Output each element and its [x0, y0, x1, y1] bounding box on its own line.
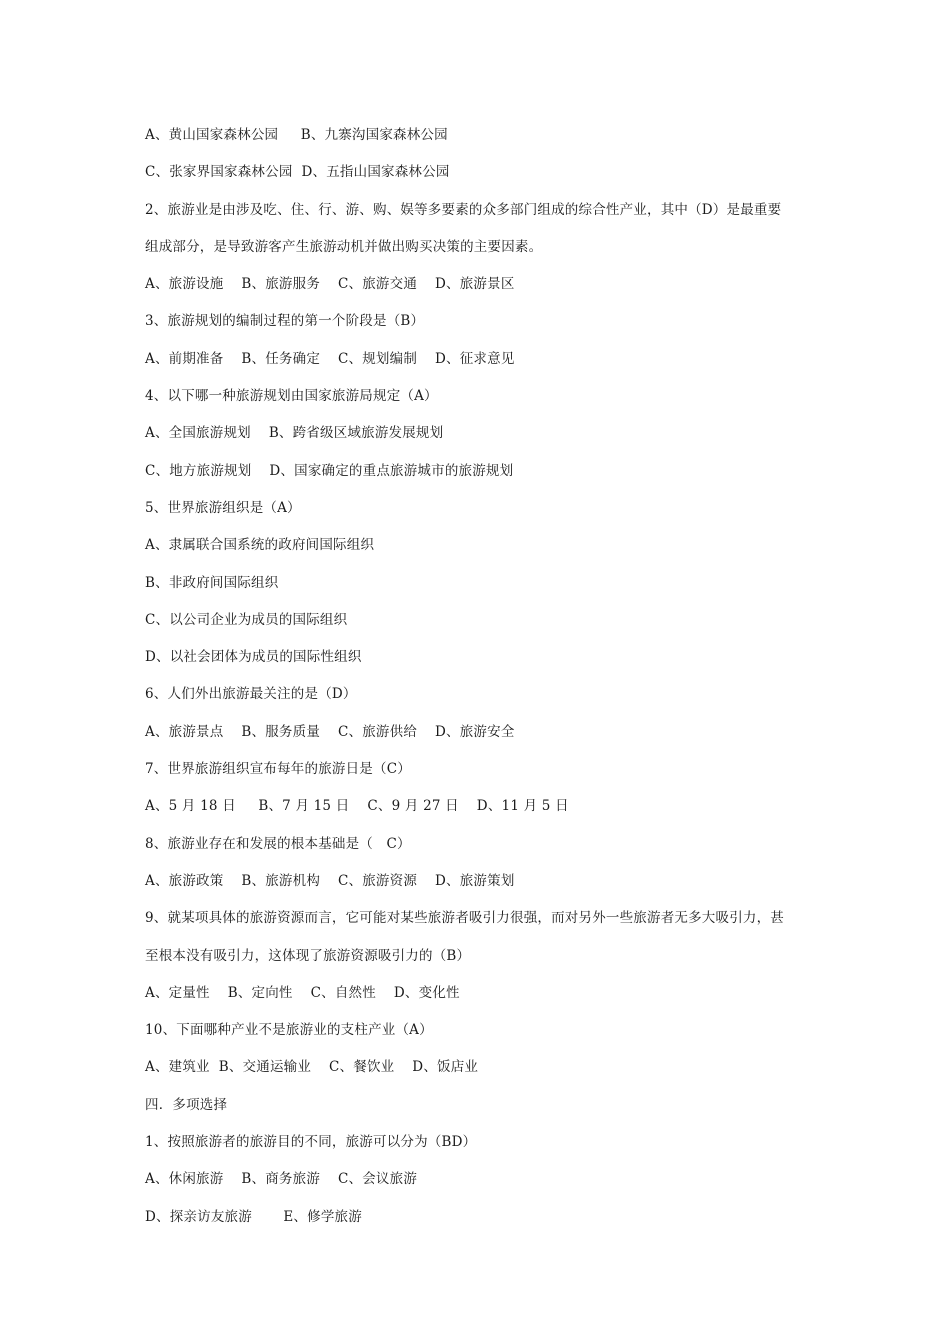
question-line: 9、就某项具体的旅游资源而言，它可能对某些旅游者吸引力很强，而对另外一些旅游者无多大吸引力，甚 [145, 910, 784, 927]
question-line: 1、按照旅游者的旅游目的不同，旅游可以分为（BD） [145, 1134, 477, 1151]
question-line: 3、旅游规划的编制过程的第一个阶段是（B） [145, 313, 425, 330]
option-line: A、前期准备 B、任务确定 C、规划编制 D、征求意见 [145, 350, 515, 367]
option-line: A、定量性 B、定向性 C、自然性 D、变化性 [145, 984, 460, 1001]
section-heading: 四．多项选择 [145, 1096, 228, 1113]
option-line: D、以社会团体为成员的国际性组织 [145, 649, 362, 666]
question-line: 2、旅游业是由涉及吃、住、行、游、购、娱等多要素的众多部门组成的综合性产业，其中（D）是最重要 [145, 201, 782, 218]
question-line: 6、人们外出旅游最关注的是（D） [145, 686, 357, 703]
document-page [145, 124, 815, 1243]
option-line: B、非政府间国际组织 [145, 574, 279, 591]
question-line: 8、旅游业存在和发展的根本基础是（ C） [145, 835, 411, 852]
option-line: A、建筑业 B、交通运输业 C、餐饮业 D、饭店业 [145, 1059, 479, 1076]
option-line: D、探亲访友旅游 E、修学旅游 [145, 1208, 362, 1225]
option-line: C、张家界国家森林公园 D、五指山国家森林公园 [145, 164, 450, 181]
question-line: 5、世界旅游组织是（A） [145, 499, 301, 516]
option-line: A、旅游政策 B、旅游机构 C、旅游资源 D、旅游策划 [145, 872, 515, 889]
option-line: A、休闲旅游 B、商务旅游 C、会议旅游 [145, 1171, 418, 1188]
option-line: A、黄山国家森林公园 B、九寨沟国家森林公园 [145, 127, 448, 143]
question-line: 至根本没有吸引力，这体现了旅游资源吸引力的（B） [145, 947, 471, 964]
option-line: A、旅游景点 B、服务质量 C、旅游供给 D、旅游安全 [145, 723, 515, 740]
option-line: C、地方旅游规划 D、国家确定的重点旅游城市的旅游规划 [145, 462, 514, 479]
question-line: 4、以下哪一种旅游规划由国家旅游局规定（A） [145, 388, 438, 405]
option-line: A、全国旅游规划 B、跨省级区域旅游发展规划 [145, 425, 444, 442]
question-line: 10、下面哪种产业不是旅游业的支柱产业（A） [145, 1022, 433, 1039]
question-line: 7、世界旅游组织宣布每年的旅游日是（C） [145, 761, 411, 778]
option-line: A、5 月 18 日 B、7 月 15 日 C、9 月 27 日 D、11 月 5 日 [145, 798, 569, 815]
option-line: C、以公司企业为成员的国际组织 [145, 611, 348, 628]
question-line: 组成部分，是导致游客产生旅游动机并做出购买决策的主要因素。 [145, 238, 543, 255]
option-line: A、旅游设施 B、旅游服务 C、旅游交通 D、旅游景区 [145, 276, 515, 293]
option-line: A、隶属联合国系统的政府间国际组织 [145, 537, 375, 554]
